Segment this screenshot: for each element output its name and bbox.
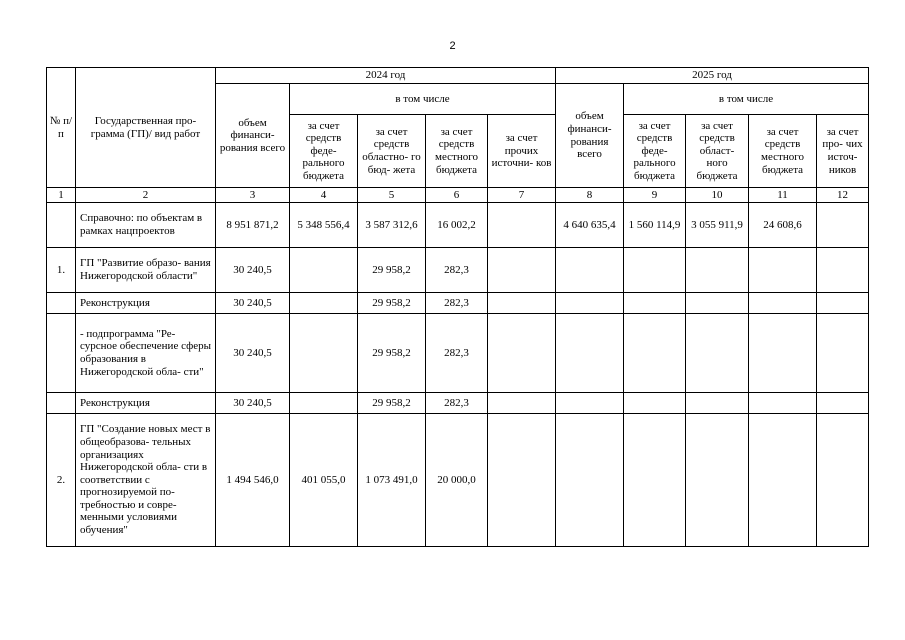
financing-table [46,67,869,547]
col-number: 2 [76,188,216,203]
cell-total-2024: 1 494 546,0 [216,414,290,547]
header-local-2024: за счет средств местного бюджета [426,115,488,188]
cell-regional-2024: 3 587 312,6 [358,203,426,248]
cell-other-2025 [817,203,869,248]
cell-other-2025 [817,293,869,314]
header-federal-2024: за счет средств феде- рального бюджета [290,115,358,188]
cell-total-2024: 30 240,5 [216,393,290,414]
cell-regional-2024: 29 958,2 [358,248,426,293]
cell-other-2024 [488,414,556,547]
table-row [47,248,869,293]
header-other-2025: за счет про- чих источ- ников [817,115,869,188]
col-number: 4 [290,188,358,203]
cell-num [47,393,76,414]
cell-regional-2025: 3 055 911,9 [686,203,749,248]
cell-local-2024: 282,3 [426,293,488,314]
cell-other-2024 [488,314,556,393]
cell-total-2025 [556,293,624,314]
cell-regional-2024: 29 958,2 [358,314,426,393]
col-number: 1 [47,188,76,203]
header-other-2024: за счет прочих источни- ков [488,115,556,188]
cell-num: 2. [47,414,76,547]
cell-federal-2025 [624,248,686,293]
cell-regional-2025 [686,248,749,293]
cell-local-2025 [749,314,817,393]
col-number: 3 [216,188,290,203]
header-regional-2025: за счет средств област- ного бюджета [686,115,749,188]
cell-regional-2024: 29 958,2 [358,293,426,314]
cell-federal-2024 [290,314,358,393]
cell-federal-2025: 1 560 114,9 [624,203,686,248]
cell-other-2025 [817,393,869,414]
cell-local-2025 [749,293,817,314]
cell-total-2025 [556,248,624,293]
cell-regional-2025 [686,414,749,547]
header-incl-2024: в том числе [290,84,556,115]
page-number: 2 [449,40,456,52]
header-year-2025: 2025 год [556,68,869,84]
cell-local-2025 [749,414,817,547]
cell-regional-2025 [686,293,749,314]
col-number: 7 [488,188,556,203]
cell-total-2024: 30 240,5 [216,293,290,314]
table-row [47,393,869,414]
cell-federal-2024: 401 055,0 [290,414,358,547]
cell-federal-2025 [624,314,686,393]
cell-program: Реконструкция [76,293,216,314]
cell-program: ГП "Создание новых мест в общеобразова- тельных организациях Нижегородской обла- сти в соответствии с прогнозируемой по- требностью и совре- менными условиями обучения" [76,414,216,547]
cell-regional-2025 [686,393,749,414]
cell-federal-2024 [290,393,358,414]
col-number: 11 [749,188,817,203]
cell-local-2025 [749,248,817,293]
header-program: Государственная про- грамма (ГП)/ вид работ [76,68,216,188]
header-regional-2024: за счет средств областно- го бюд- жета [358,115,426,188]
header-num: № п/ п [47,68,76,188]
cell-local-2025 [749,393,817,414]
cell-program: ГП "Развитие образо- вания Нижегородской области" [76,248,216,293]
cell-local-2024: 282,3 [426,393,488,414]
cell-regional-2024: 1 073 491,0 [358,414,426,547]
col-number: 5 [358,188,426,203]
cell-federal-2024 [290,293,358,314]
column-numbers-row [47,188,869,203]
header-year-2024: 2024 год [216,68,556,84]
cell-total-2024: 8 951 871,2 [216,203,290,248]
header-total-2025: объем финанси- рования всего [556,84,624,188]
col-number: 10 [686,188,749,203]
cell-other-2025 [817,414,869,547]
col-number: 9 [624,188,686,203]
cell-num [47,203,76,248]
cell-total-2025 [556,393,624,414]
cell-federal-2024: 5 348 556,4 [290,203,358,248]
table-row [47,414,869,547]
cell-num: 1. [47,248,76,293]
table-row [47,293,869,314]
header-local-2025: за счет средств местного бюджета [749,115,817,188]
cell-other-2024 [488,203,556,248]
cell-total-2024: 30 240,5 [216,248,290,293]
cell-federal-2025 [624,293,686,314]
cell-num [47,314,76,393]
cell-total-2024: 30 240,5 [216,314,290,393]
cell-program: Реконструкция [76,393,216,414]
table-row [47,314,869,393]
cell-regional-2025 [686,314,749,393]
cell-other-2024 [488,248,556,293]
cell-regional-2024: 29 958,2 [358,393,426,414]
header-total-2024: объем финанси- рования всего [216,84,290,188]
cell-local-2024: 282,3 [426,248,488,293]
cell-federal-2025 [624,414,686,547]
header-federal-2025: за счет средств феде- рального бюджета [624,115,686,188]
col-number: 12 [817,188,869,203]
cell-total-2025 [556,314,624,393]
cell-total-2025: 4 640 635,4 [556,203,624,248]
table-row [47,203,869,248]
header-incl-2025: в том числе [624,84,869,115]
cell-other-2024 [488,293,556,314]
cell-other-2025 [817,314,869,393]
cell-total-2025 [556,414,624,547]
cell-local-2024: 282,3 [426,314,488,393]
col-number: 8 [556,188,624,203]
cell-federal-2024 [290,248,358,293]
cell-local-2024: 16 002,2 [426,203,488,248]
cell-federal-2025 [624,393,686,414]
cell-other-2024 [488,393,556,414]
cell-local-2024: 20 000,0 [426,414,488,547]
cell-other-2025 [817,248,869,293]
col-number: 6 [426,188,488,203]
cell-local-2025: 24 608,6 [749,203,817,248]
cell-num [47,293,76,314]
cell-program: - подпрограмма "Ре- сурсное обеспечение сферы образования в Нижегородской обла- сти" [76,314,216,393]
cell-program: Справочно: по объектам в рамках нацпроектов [76,203,216,248]
